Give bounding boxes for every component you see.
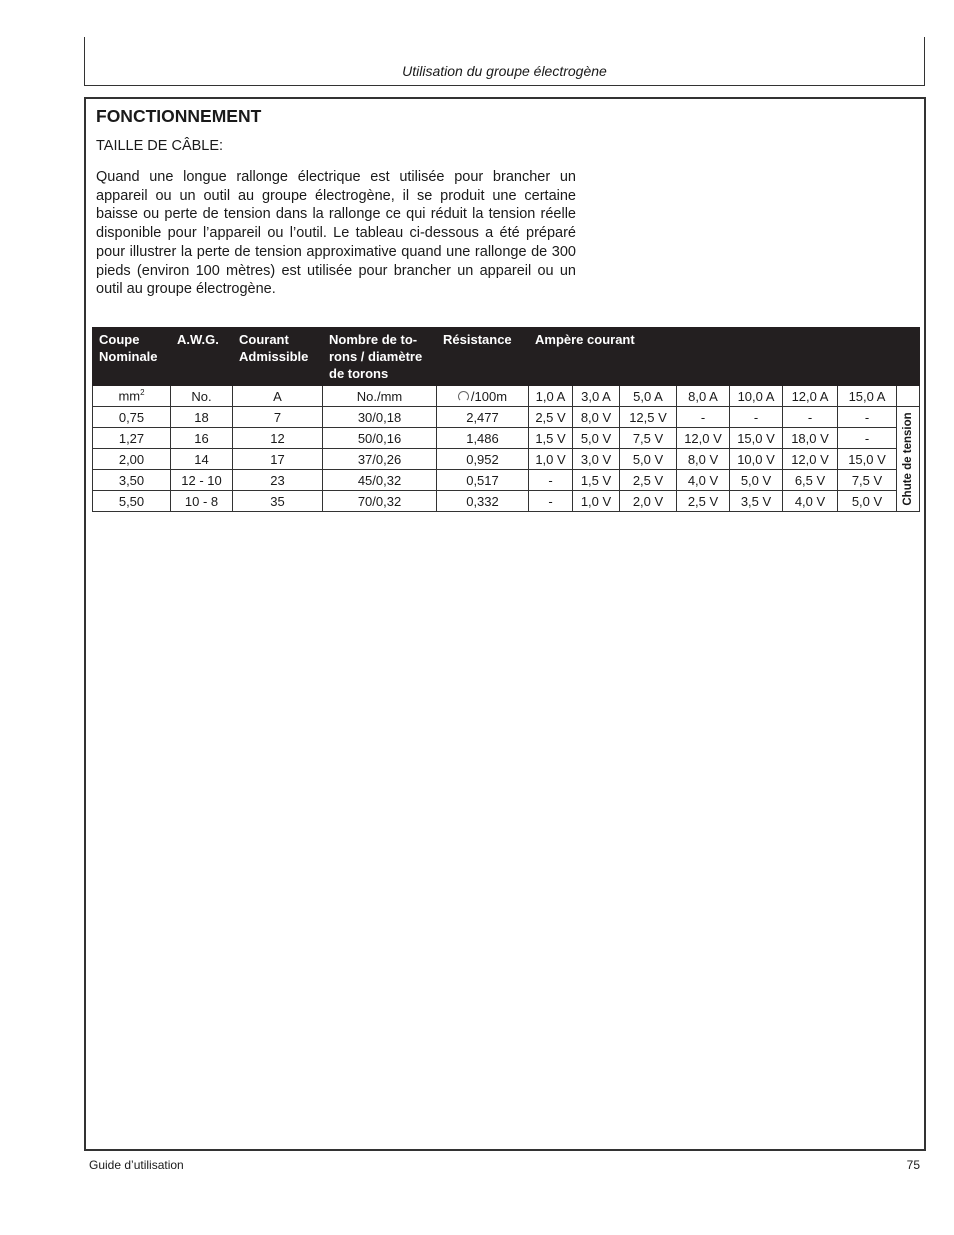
unit-amp: 1,0 A bbox=[529, 386, 573, 407]
cell-drop: 5,0 V bbox=[573, 428, 620, 449]
voltage-drop-table bbox=[92, 327, 920, 512]
cell-drop: 3,0 V bbox=[573, 449, 620, 470]
cell-resistance: 0,332 bbox=[437, 491, 529, 512]
cell-drop: 15,0 V bbox=[838, 449, 897, 470]
cell-drop: 2,5 V bbox=[529, 407, 573, 428]
footer-guide-label: Guide d’utilisation bbox=[89, 1158, 184, 1172]
unit-res: /100m bbox=[437, 386, 529, 407]
unit-amp: 15,0 A bbox=[838, 386, 897, 407]
table-header-row bbox=[93, 328, 920, 386]
side-label-cell bbox=[897, 407, 920, 512]
cell-resistance: 0,952 bbox=[437, 449, 529, 470]
cell-drop: - bbox=[838, 428, 897, 449]
cell-coupe: 3,50 bbox=[93, 470, 171, 491]
unit-nomm: No./mm bbox=[323, 386, 437, 407]
cell-drop: 1,5 V bbox=[573, 470, 620, 491]
cell-drop: 4,0 V bbox=[677, 470, 730, 491]
cell-awg: 14 bbox=[171, 449, 233, 470]
cell-courant: 7 bbox=[233, 407, 323, 428]
cell-drop: - bbox=[730, 407, 783, 428]
cell-torons: 45/0,32 bbox=[323, 470, 437, 491]
table-row bbox=[93, 470, 920, 491]
side-label: Chute de tension bbox=[902, 412, 914, 506]
cell-courant: 35 bbox=[233, 491, 323, 512]
page-header-title: Utilisation du groupe électrogène bbox=[402, 63, 607, 79]
section-title: FONCTIONNEMENT bbox=[96, 106, 262, 126]
cell-drop: 8,0 V bbox=[677, 449, 730, 470]
subheading: TAILLE DE CÂBLE: bbox=[96, 138, 224, 154]
cell-awg: 18 bbox=[171, 407, 233, 428]
table-row bbox=[93, 449, 920, 470]
table-row bbox=[93, 428, 920, 449]
unit-a: A bbox=[233, 386, 323, 407]
cell-awg: 16 bbox=[171, 428, 233, 449]
cell-drop: 2,0 V bbox=[620, 491, 677, 512]
page-number: 75 bbox=[906, 1158, 920, 1172]
cell-drop: 4,0 V bbox=[783, 491, 838, 512]
cell-drop: 2,5 V bbox=[620, 470, 677, 491]
cell-drop: 12,0 V bbox=[783, 449, 838, 470]
cell-awg: 12 - 10 bbox=[171, 470, 233, 491]
cell-drop: 15,0 V bbox=[730, 428, 783, 449]
table-row bbox=[93, 491, 920, 512]
cell-drop: 7,5 V bbox=[620, 428, 677, 449]
cell-coupe: 1,27 bbox=[93, 428, 171, 449]
cell-courant: 23 bbox=[233, 470, 323, 491]
cell-drop: 12,0 V bbox=[677, 428, 730, 449]
header-resistance: Résistance bbox=[437, 328, 529, 386]
unit-amp: 5,0 A bbox=[620, 386, 677, 407]
cell-drop: 10,0 V bbox=[730, 449, 783, 470]
intro-paragraph: Quand une longue rallonge électrique est utilisée pour brancher un appareil ou un outil au groupe électrogène, il se produit une certaine baisse ou perte de tension dans la rallonge ce qui réduit la tension réelle disponible pour l’appareil ou l’outil. Le tableau ci-dessous a été préparé pour illustrer la perte de tension approximative quand une rallonge de 300 pieds (environ 100 mètres) est utilisée pour brancher un appareil ou un outil au groupe électrogène. bbox=[96, 169, 576, 298]
cell-courant: 17 bbox=[233, 449, 323, 470]
page-header-frame bbox=[84, 37, 925, 86]
units-row bbox=[93, 386, 920, 407]
unit-mm: $mm^2$ bbox=[93, 386, 171, 407]
cell-drop: - bbox=[529, 491, 573, 512]
header-coupe: Coupe Nominale bbox=[93, 328, 171, 386]
cell-drop: 5,0 V bbox=[730, 470, 783, 491]
cell-drop: 3,5 V bbox=[730, 491, 783, 512]
unit-amp: 10,0 A bbox=[730, 386, 783, 407]
cell-torons: 70/0,32 bbox=[323, 491, 437, 512]
cell-resistance: 0,517 bbox=[437, 470, 529, 491]
cell-drop: 1,0 V bbox=[573, 491, 620, 512]
unit-amp: 8,0 A bbox=[677, 386, 730, 407]
table-row bbox=[93, 407, 920, 428]
cell-drop: 7,5 V bbox=[838, 470, 897, 491]
cell-drop: 2,5 V bbox=[677, 491, 730, 512]
cell-torons: 50/0,16 bbox=[323, 428, 437, 449]
cell-courant: 12 bbox=[233, 428, 323, 449]
cell-drop: - bbox=[783, 407, 838, 428]
cell-coupe: 5,50 bbox=[93, 491, 171, 512]
cell-drop: 8,0 V bbox=[573, 407, 620, 428]
header-torons: Nombre de to- rons / diamètre de torons bbox=[323, 328, 437, 386]
cell-awg: 10 - 8 bbox=[171, 491, 233, 512]
cell-coupe: 0,75 bbox=[93, 407, 171, 428]
cell-drop: 12,5 V bbox=[620, 407, 677, 428]
content-frame bbox=[84, 97, 926, 1151]
cell-drop: 1,5 V bbox=[529, 428, 573, 449]
cell-drop: 1,0 V bbox=[529, 449, 573, 470]
header-awg: A.W.G. bbox=[171, 328, 233, 386]
cell-drop: - bbox=[838, 407, 897, 428]
cell-torons: 37/0,26 bbox=[323, 449, 437, 470]
header-ampere: Ampère courant bbox=[529, 328, 897, 386]
cell-resistance: 1,486 bbox=[437, 428, 529, 449]
cell-drop: 6,5 V bbox=[783, 470, 838, 491]
cell-drop: - bbox=[677, 407, 730, 428]
header-side-blank bbox=[897, 328, 920, 386]
cell-drop: 5,0 V bbox=[620, 449, 677, 470]
ohm-icon bbox=[458, 391, 469, 402]
unit-no: No. bbox=[171, 386, 233, 407]
unit-amp: 12,0 A bbox=[783, 386, 838, 407]
cell-drop: 18,0 V bbox=[783, 428, 838, 449]
cell-coupe: 2,00 bbox=[93, 449, 171, 470]
cell-resistance: 2,477 bbox=[437, 407, 529, 428]
cell-drop: 5,0 V bbox=[838, 491, 897, 512]
cell-drop: - bbox=[529, 470, 573, 491]
unit-side-blank bbox=[897, 386, 920, 407]
header-courant: Courant Admissible bbox=[233, 328, 323, 386]
unit-amp: 3,0 A bbox=[573, 386, 620, 407]
cell-torons: 30/0,18 bbox=[323, 407, 437, 428]
